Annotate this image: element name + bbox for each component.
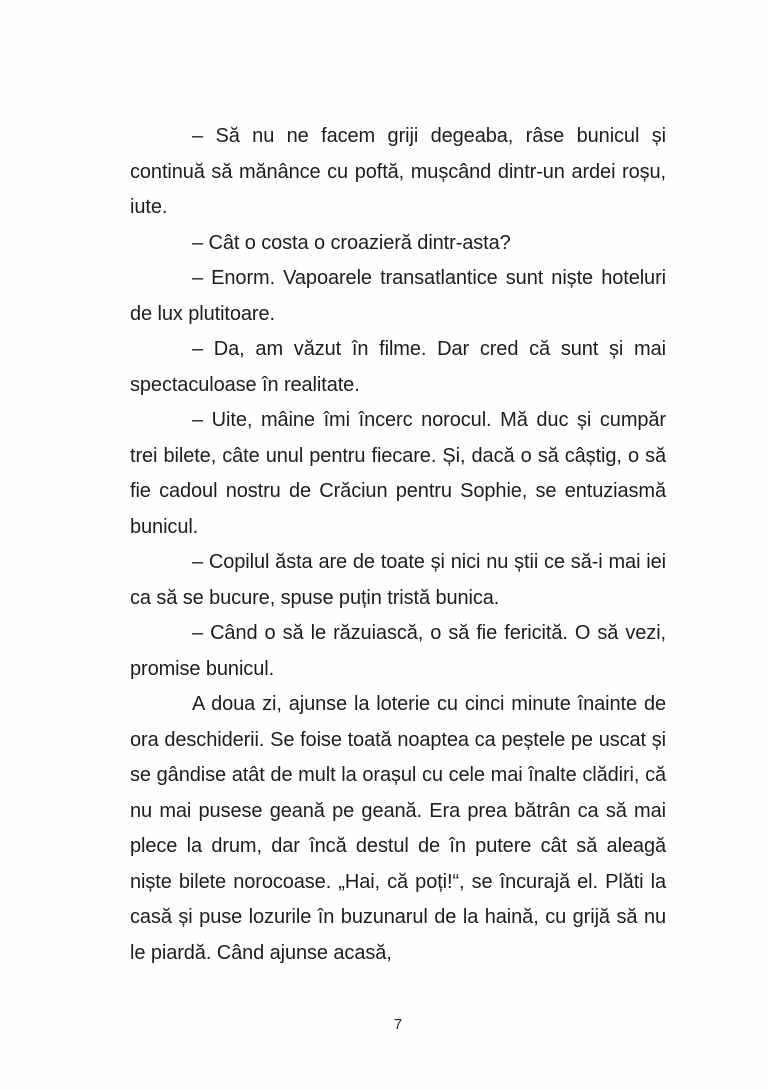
page-text-block (130, 119, 666, 971)
paragraph: – Da, am văzut în filme. Dar cred că sunt și mai spectaculoase în realitate. (130, 338, 666, 396)
paragraph: – Să nu ne facem griji degeaba, râse bunicul și continuă să mănânce cu poftă, mușcând dintr-un ardei roșu, iute. (130, 125, 666, 218)
paragraph: – Când o să le răzuiască, o să fie fericită. O să vezi, promise bunicul. (130, 622, 666, 680)
paragraph: – Enorm. Vapoarele transatlantice sunt niște hoteluri de lux plutitoare. (130, 267, 666, 325)
paragraph: – Cât o costa o croazieră dintr-asta? (192, 231, 511, 254)
paragraph: – Copilul ăsta are de toate și nici nu știi ce să-i mai iei ca să se bucure, spuse puțin tristă bunica. (130, 551, 666, 609)
page-number: 7 (393, 1016, 403, 1033)
paragraph: – Uite, mâine îmi încerc norocul. Mă duc și cumpăr trei bilete, câte unul pentru fiecare. Și, dacă o să câștig, o să fie cadoul nostru de Crăciun pentru Sophie, se entuziasmă bunicul. (130, 409, 666, 538)
paragraph: A doua zi, ajunse la loterie cu cinci minute înainte de ora deschiderii. Se foise toată noaptea ca peștele pe uscat și se gândise atât de mult la orașul cu cele mai înalte clădiri, că nu mai pusese geană pe geană. Era prea bătrân ca să mai plece la drum, dar încă destul de în putere cât să aleagă niște bilete norocoase. „Hai, că poți!“, se încurajă el. Plăti la casă și puse lozurile în buzunarul de la haină, cu grijă să nu le piardă. Când ajunse acasă, (130, 693, 666, 964)
